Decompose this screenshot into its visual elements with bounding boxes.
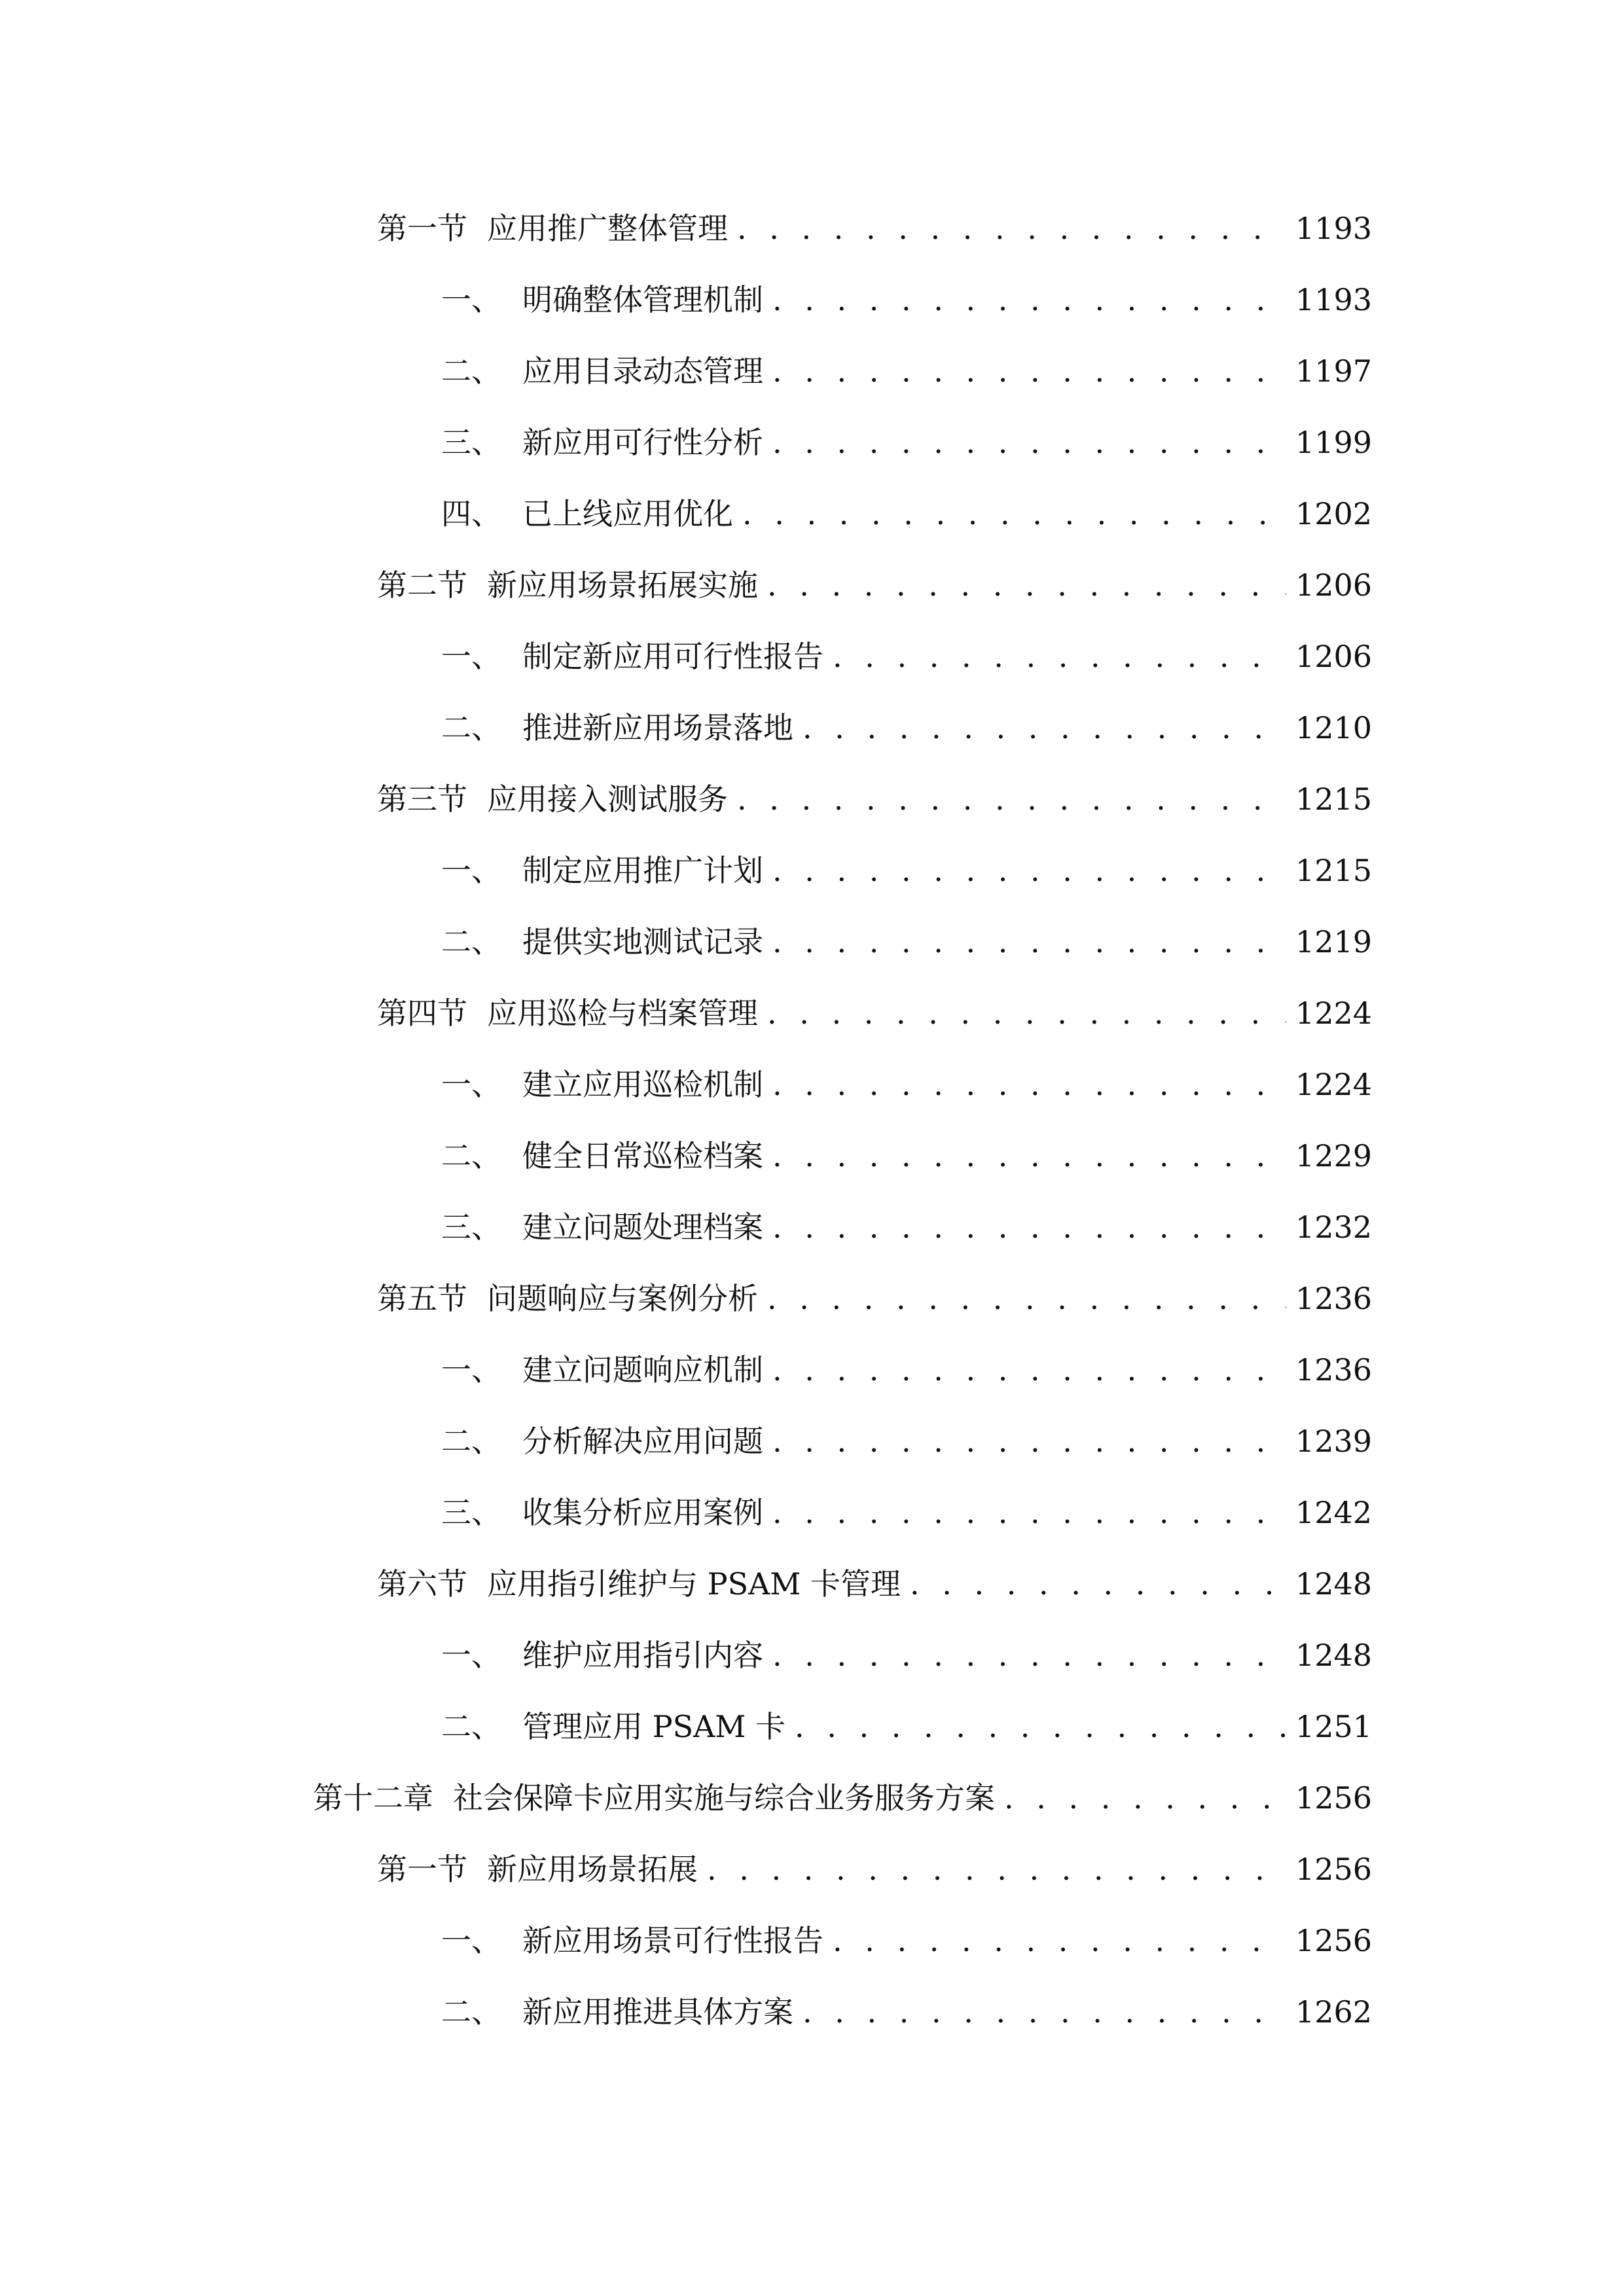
- toc-entry-title: 建立应用巡检机制: [522, 1067, 763, 1102]
- toc-entry-title: 制定新应用可行性报告: [522, 639, 823, 674]
- toc-dot-leader: [767, 559, 1286, 611]
- toc-entry[interactable]: [441, 1058, 1372, 1111]
- toc-dot-leader: [772, 345, 1286, 397]
- toc-page-number: 1236: [1295, 1352, 1372, 1388]
- toc-entry-number: 第五节: [377, 1281, 467, 1316]
- toc-page-number: 1242: [1295, 1495, 1372, 1530]
- toc-page-number: 1262: [1295, 1994, 1372, 2030]
- toc-entry[interactable]: [441, 1986, 1372, 2038]
- toc-entry-title: 维护应用指引内容: [522, 1638, 763, 1673]
- toc-dot-leader: [772, 274, 1286, 326]
- toc-entry[interactable]: [377, 1843, 1372, 1895]
- toc-page-number: 1229: [1295, 1138, 1372, 1174]
- toc-page-number: 1219: [1295, 924, 1372, 960]
- toc-entry-number: 四、: [441, 496, 501, 531]
- toc-entry[interactable]: [441, 345, 1372, 397]
- toc-entry[interactable]: [377, 1272, 1372, 1325]
- toc-page-number: 1193: [1295, 211, 1372, 246]
- toc-entry[interactable]: [441, 1415, 1372, 1467]
- toc-dot-leader: [772, 1344, 1286, 1396]
- toc-page-number: 1202: [1295, 496, 1372, 531]
- toc-dot-leader: [737, 202, 1286, 255]
- toc-page-number: 1224: [1295, 1067, 1372, 1102]
- toc-page-number: 1256: [1295, 1780, 1372, 1816]
- toc-entry[interactable]: [441, 1130, 1372, 1182]
- toc-entry-number: 一、: [441, 853, 501, 888]
- toc-entry-title: 新应用推进具体方案: [522, 1994, 793, 2030]
- toc-entry-number: 三、: [441, 425, 501, 460]
- toc-entry-title: 应用指引维护与 PSAM 卡管理: [487, 1566, 901, 1602]
- toc-entry-number: 第十二章: [313, 1780, 433, 1816]
- toc-entry-number: 第六节: [377, 1566, 467, 1602]
- toc-entry-number: 第一节: [377, 1852, 467, 1887]
- toc-entry[interactable]: [441, 1486, 1372, 1539]
- toc-entry-title: 应用巡检与档案管理: [487, 996, 758, 1031]
- toc-entry[interactable]: [441, 1629, 1372, 1681]
- toc-entry-title: 应用接入测试服务: [487, 781, 728, 817]
- toc-entry-number: 第一节: [377, 211, 467, 246]
- toc-page-number: 1197: [1295, 353, 1372, 389]
- toc-entry-title: 应用推广整体管理: [487, 211, 728, 246]
- toc-entry-title: 新应用可行性分析: [522, 425, 763, 460]
- toc-entry-title: 社会保障卡应用实施与综合业务服务方案: [453, 1780, 995, 1816]
- toc-entry-number: 一、: [441, 1352, 501, 1388]
- toc-page-number: 1215: [1295, 781, 1372, 817]
- toc-entry-number: 二、: [441, 1424, 501, 1459]
- toc-entry[interactable]: [441, 1700, 1372, 1753]
- toc-dot-leader: [742, 488, 1286, 540]
- toc-entry-number: 第四节: [377, 996, 467, 1031]
- toc-entry-title: 问题响应与案例分析: [487, 1281, 758, 1316]
- toc-entry[interactable]: [441, 1344, 1372, 1396]
- toc-page-number: 1210: [1295, 710, 1372, 745]
- toc-entry-title: 管理应用 PSAM 卡: [522, 1709, 786, 1744]
- toc-entry[interactable]: [441, 844, 1372, 897]
- toc-page-number: 1206: [1295, 639, 1372, 674]
- toc-dot-leader: [707, 1843, 1286, 1895]
- toc-entry-number: 一、: [441, 639, 501, 674]
- toc-entry[interactable]: [441, 702, 1372, 754]
- toc-entry-title: 已上线应用优化: [522, 496, 733, 531]
- toc-entry-number: 三、: [441, 1210, 501, 1245]
- toc-page-number: 1206: [1295, 567, 1372, 603]
- toc-page-number: 1256: [1295, 1852, 1372, 1887]
- toc-entry[interactable]: [441, 416, 1372, 469]
- toc-entry-title: 提供实地测试记录: [522, 924, 763, 960]
- toc-entry-number: 二、: [441, 924, 501, 960]
- toc-entry[interactable]: [441, 630, 1372, 683]
- toc-entry-title: 收集分析应用案例: [522, 1495, 763, 1530]
- toc-entry-number: 第三节: [377, 781, 467, 817]
- toc-page-number: 1248: [1295, 1638, 1372, 1673]
- toc-entry[interactable]: [441, 916, 1372, 968]
- toc-entry-title: 制定应用推广计划: [522, 853, 763, 888]
- toc-dot-leader: [772, 1130, 1286, 1182]
- toc-entry-number: 二、: [441, 1709, 501, 1744]
- toc-page-number: 1224: [1295, 996, 1372, 1031]
- toc-dot-leader: [772, 1415, 1286, 1467]
- toc-entry[interactable]: [377, 1558, 1372, 1610]
- toc-entry[interactable]: [441, 488, 1372, 540]
- toc-entry[interactable]: [441, 1201, 1372, 1253]
- toc-entry-title: 新应用场景拓展: [487, 1852, 698, 1887]
- toc-entry-chapter[interactable]: [313, 1772, 1372, 1824]
- toc-dot-leader: [833, 1914, 1286, 1967]
- toc-entry-title: 新应用场景拓展实施: [487, 567, 758, 603]
- toc-dot-leader: [1004, 1772, 1286, 1824]
- toc-page-number: 1248: [1295, 1566, 1372, 1602]
- toc-entry[interactable]: [441, 1914, 1372, 1967]
- toc-entry-title: 明确整体管理机制: [522, 282, 763, 317]
- toc-entry-title: 分析解决应用问题: [522, 1424, 763, 1459]
- toc-page-number: 1193: [1295, 282, 1372, 317]
- toc-dot-leader: [772, 416, 1286, 469]
- toc-page-number: 1239: [1295, 1424, 1372, 1459]
- toc-dot-leader: [803, 702, 1286, 754]
- toc-entry-title: 建立问题响应机制: [522, 1352, 763, 1388]
- toc-entry-title: 新应用场景可行性报告: [522, 1923, 823, 1958]
- toc-entry[interactable]: [377, 987, 1372, 1039]
- toc-entry-number: 二、: [441, 710, 501, 745]
- toc-dot-leader: [767, 987, 1286, 1039]
- toc-entry-title: 健全日常巡检档案: [522, 1138, 763, 1174]
- toc-dot-leader: [803, 1986, 1286, 2038]
- toc-page-number: 1251: [1295, 1709, 1372, 1744]
- toc-entry-number: 三、: [441, 1495, 501, 1530]
- toc-entry-number: 二、: [441, 1138, 501, 1174]
- toc-dot-leader: [833, 630, 1286, 683]
- toc-entry-number: 第二节: [377, 567, 467, 603]
- toc-entry-title: 建立问题处理档案: [522, 1210, 763, 1245]
- toc-entry[interactable]: [377, 202, 1372, 255]
- toc-entry[interactable]: [377, 773, 1372, 825]
- toc-dot-leader: [737, 773, 1286, 825]
- toc-page-number: 1232: [1295, 1210, 1372, 1245]
- toc-entry-title: 应用目录动态管理: [522, 353, 763, 389]
- toc-dot-leader: [772, 916, 1286, 968]
- toc-entry-title: 推进新应用场景落地: [522, 710, 793, 745]
- toc-dot-leader: [772, 1058, 1286, 1111]
- toc-entry[interactable]: [377, 559, 1372, 611]
- toc-dot-leader: [772, 1629, 1286, 1681]
- toc-page-number: 1199: [1295, 425, 1372, 460]
- toc-entry-number: 一、: [441, 282, 501, 317]
- toc-entry-number: 一、: [441, 1638, 501, 1673]
- toc-dot-leader: [772, 844, 1286, 897]
- toc-dot-leader: [772, 1201, 1286, 1253]
- toc-page-number: 1215: [1295, 853, 1372, 888]
- toc-dot-leader: [910, 1558, 1286, 1610]
- toc-entry-number: 二、: [441, 353, 501, 389]
- toc-entry-number: 一、: [441, 1067, 501, 1102]
- toc-entry-number: 一、: [441, 1923, 501, 1958]
- toc-dot-leader: [772, 1486, 1286, 1539]
- toc-page-number: 1256: [1295, 1923, 1372, 1958]
- toc-entry-number: 二、: [441, 1994, 501, 2030]
- toc-dot-leader: [767, 1272, 1286, 1325]
- toc-entry[interactable]: [441, 274, 1372, 326]
- toc-page-number: 1236: [1295, 1281, 1372, 1316]
- toc-dot-leader: [795, 1700, 1286, 1753]
